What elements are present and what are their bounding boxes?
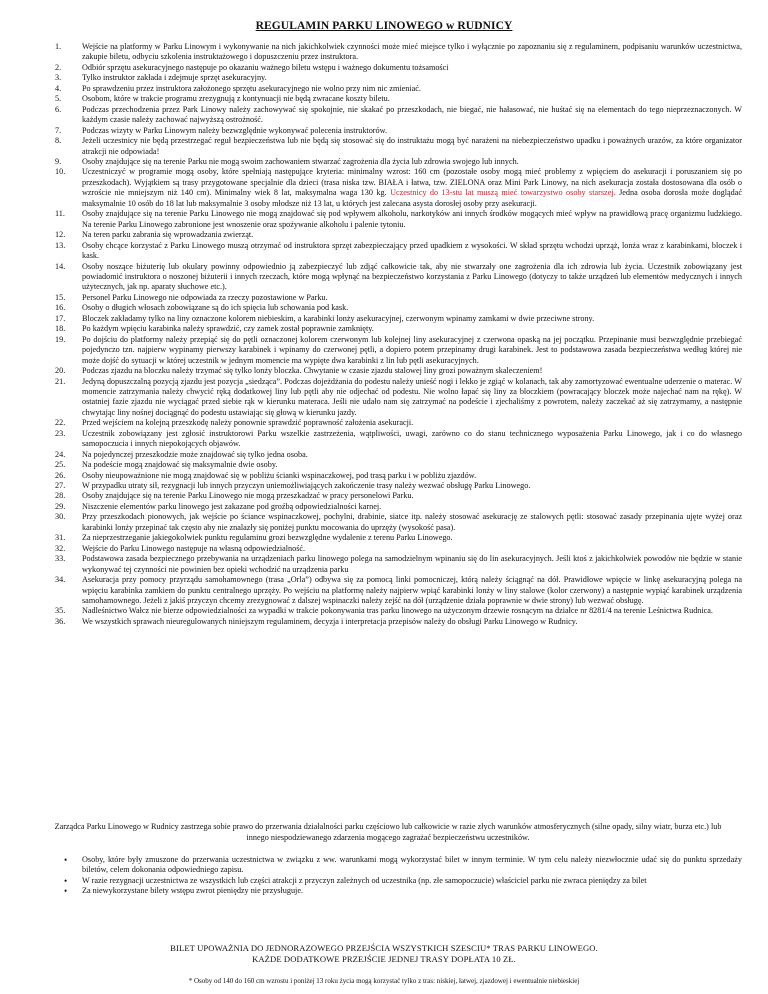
rule-item	[55, 94, 742, 104]
rule-number: 6.	[55, 104, 62, 114]
rule-number: 2.	[55, 62, 62, 72]
bullet-item	[58, 886, 742, 896]
rule-text: We wszystkich sprawach nieuregulowanych niniejszym regulaminem, decyzja i interpretacja przepisów należy do obsługi Parku Linowego w Rudnicy.	[82, 616, 578, 626]
rule-item	[55, 136, 742, 157]
rule-item	[55, 606, 742, 616]
rule-number: 7.	[55, 125, 62, 135]
rule-number: 29.	[55, 501, 66, 511]
ticket-line-1: BILET UPOWAŻNIA DO JEDNORAZOWEGO PRZEJŚCIA WSZYSTKICH SZESCIU* TRAS PARKU LINOWEGO.	[170, 943, 598, 953]
rule-item	[55, 324, 742, 334]
bullet-marker: •	[64, 886, 68, 897]
rule-item	[55, 303, 742, 313]
rule-number: 19.	[55, 334, 66, 344]
rule-text: Uczestnik zobowiązany jest zgłosić instruktorowi Parku wszelkie zastrzeżenia, wątpliwości, uwagi, zarówno co do stanu technicznego wyposażenia Parku Linowego, jak i co do własnego samopoczucia i innych niepokojących objawów.	[82, 428, 742, 449]
rule-number: 3.	[55, 73, 62, 83]
rule-item	[55, 240, 742, 262]
rule-item	[55, 125, 742, 136]
bullet-marker: •	[64, 875, 68, 886]
rule-text: Osoby chcące korzystać z Parku Linowego muszą otrzymać od instruktora sprzęt zabezpieczający przed upadkiem z wysokości. W skład sprzętu wchodzi uprząż, lonża wraz z karabinkami, bloczek i kask.	[82, 240, 742, 261]
bullet-marker: •	[64, 855, 68, 865]
rule-text: Po sprawdzeniu przez instruktora założonego sprzętu asekuracyjnego nie wolno przy nim nic zmieniać.	[82, 83, 421, 93]
rule-number: 20.	[55, 366, 66, 376]
rule-number: 22.	[55, 418, 66, 428]
rule-item	[55, 167, 742, 209]
rule-number: 13.	[55, 240, 66, 250]
rules-list	[55, 42, 742, 627]
rule-item	[55, 292, 742, 303]
rule-text: Personel Parku Linowego nie odpowiada za rzeczy pozostawione w Parku.	[82, 292, 328, 302]
rule-item	[55, 209, 742, 230]
rule-text: Osoby nieupoważnione nie mogą znajdować się w pobliżu ścianki wspinaczkowej, pod trasą parku i w pobliżu zjazdów.	[82, 470, 477, 480]
rule-number: 33.	[55, 554, 66, 564]
rule-text: Na pojedynczej przeszkodzie może znajdować się tylko jedna osoba.	[82, 449, 308, 459]
rule-item	[55, 42, 742, 63]
bullet-item	[58, 855, 742, 876]
rule-text: Uczestniczyć w programie mogą osoby, które spełniają następujące kryteria: minimalny wzrost: 160 cm (pozostałe osoby mogą mieć problemy z wpięciem do asekuracji i poruszaniem się po przeszkodach). Wyjątkiem są trasy przygotowane specjalnie dla dzieci (trasa niska tzw. BIAŁA i łatwa, tzw. ZIELONA oraz Mini Park Linowy, na nich asekuracja została dostosowana dla osób o wzroście nie mniejszym niż 140 cm). Minimalny wiek 8 lat, maksymalna waga 130 kg.	[82, 167, 742, 198]
rule-item	[55, 261, 742, 293]
rule-number: 28.	[55, 491, 66, 501]
rule-text: Tylko instruktor zakłada i zdejmuje sprzęt asekuracyjny.	[82, 73, 267, 83]
rule-number: 23.	[55, 428, 66, 438]
rule-number: 26.	[55, 470, 66, 480]
rule-text: Asekuracja przy pomocy przyrządu samohamownego (trasa „Orla”) odbywa się za pomocą linki pomocniczej, którą należy ściągnąć na dół. Prawidłowe wpięcie w linkę asekuracyjną polega na wpięciu karabinka zamkiem do punktu centralnego uprzęży. Po wejściu na platformę należy najpierw wpiąć karabinki lonży w liny stalowe (kolor czerwony) a następnie wypiąć karabinek urządzenia samohamownego. Jeżeli z jakiś przyczyn chcemy zrezygnować z dalszej wspinaczki należy zejść na dół (urządzenie działa poprawnie w dwie strony) lub wezwać obsługę.	[82, 575, 742, 606]
rule-number: 21.	[55, 376, 66, 386]
rule-text: Na podeście mogą znajdować się maksymalnie dwie osoby.	[82, 460, 278, 470]
rule-number: 25.	[55, 460, 66, 470]
rule-number: 30.	[55, 512, 66, 522]
rule-text: W przypadku utraty sił, rezygnacji lub innych przyczyn uniemożliwiających zakończenie trasy należy wezwać obsługę Parku Linowego.	[82, 481, 531, 491]
rule-number: 4.	[55, 83, 62, 93]
rule-number: 11.	[55, 209, 65, 219]
rule-item	[55, 83, 742, 94]
rule-text: Za nieprzestrzeganie jakiegokolwiek punktu regulaminu grozi bezwzględne wydalenie z terenu Parku Linowego.	[82, 533, 453, 543]
rule-item	[55, 230, 742, 240]
ticket-line-2: KAŻDE DODATKOWE PRZEJŚCIE JEDNEJ TRASY DOPŁATA 10 ZŁ.	[252, 954, 516, 964]
rule-text: Osoby znajdujące się na terenie Parku Linowego nie mogą przeszkadzać w pracy personelowi Parku.	[82, 491, 414, 501]
rule-item	[55, 470, 742, 481]
rule-text: Podczas zjazdu na bloczku należy trzymać się tylko lonży bloczka. Chwytanie w czasie zjazdu stalowej liny grozi poważnym skaleczeniem!	[82, 366, 543, 376]
bullet-list	[58, 855, 742, 897]
rule-highlight: Uczestnicy do 13-stu lat muszą mieć towarzystwo osoby starszej.	[390, 188, 616, 198]
rule-item	[55, 449, 742, 460]
rule-item	[55, 73, 742, 83]
page-title: REGULAMIN PARKU LINOWEGO w RUDNICY	[255, 20, 513, 32]
rule-text: Podstawowa zasada bezpiecznego przebywania na urządzeniach parku linowego polega na samodzielnym wpinaniu się do lin asekuracyjnych. Jeśli ktoś z jakichkolwiek powodów nie będzie w stanie wykonywać tej czynności nie powinien bez opieki wchodzić na urządzenia parku	[82, 554, 742, 574]
rule-number: 16.	[55, 303, 66, 313]
rule-number: 31.	[55, 533, 66, 543]
closing-statement: Zarządca Parku Linowego w Rudnicy zastrzega sobie prawo do przerwania działalności parku częściowo lub całkowicie w razie złych warunków atmosferycznych (silne opady, silny wiatr, burza etc.) lub innego niespodziewanego zdarzenia mogącego zagrażać bezpieczeństwu uczestników.	[54, 822, 722, 842]
bullet-item	[58, 876, 742, 886]
rule-text: Po każdym wpięciu karabinka należy sprawdzić, czy zamek został poprawnie zamknięty.	[82, 324, 374, 334]
rule-item	[55, 460, 742, 470]
rule-item	[55, 366, 742, 376]
rule-number: 34.	[55, 575, 66, 585]
rule-text: Przy przeszkodach pionowych, jak wejście po ściance wspinaczkowej, pochylni, drabinie, siatce itp. należy stosować asekurację ze stalowych pętli: stosować zasady przepinania ujęte wyżej oraz karabinki lonży przepinać tak często aby nie znalazły się poniżej punktu mocowania do uprzęży (wysokość pasa).	[82, 512, 742, 532]
rule-text: Osoby o długich włosach zobowiązane są do ich spięcia lub schowania pod kask.	[82, 303, 349, 313]
rule-number: 14.	[55, 261, 66, 271]
rule-item	[55, 543, 742, 554]
bullet-text: Za niewykorzystane bilety wstępu zwrot pieniędzy nie przysługuje.	[82, 886, 303, 896]
rule-text: Nadleśnictwo Wałcz nie bierze odpowiedzialności za wypadki w trakcie pokonywania tras parku linowego na użyczonym drzewie rosnącym na działce nr 8281/4 na terenie Leśnictwa Rudnica.	[82, 606, 713, 616]
rule-number: 17.	[55, 313, 66, 323]
rule-text-continued: Jedna osoba dorosła może doglądać maksymalnie 10 osób do 18 lat lub maksymalnie 3 osoby młodsze niż 13 lat, u których jest zalecana asysta dorosłej osoby przy asekuracji.	[82, 188, 742, 208]
rule-text: Podczas przechodzenia przez Park Linowy należy zachowywać się spokojnie, nie skakać po przeszkodach, nie biegać, nie hałasować, nie huśtać się na elementach do tego nieprzeznaczonych. W każdym czasie należy zachować najwyższą ostrożność.	[82, 104, 742, 125]
rule-item	[55, 491, 742, 501]
rule-item	[55, 512, 742, 533]
rule-text: Jedyną dopuszczalną pozycją zjazdu jest pozycja „siedząca”. Podczas dojeżdżania do podestu należy unieść nogi i lekko je zgiąć w kolanach, tak aby zamortyzować ewentualne uderzenie o materac. W momencie zatrzymania należy chwycić ręką dodatkowej liny lub pętli aby nie odjechać od podestu. Nie wolno łapać się liny za bloczkiem (powracający bloczek może najechać nam na rękę). W ostatniej fazie zjazdu nie wyciągać przed siebie rąk w kierunku materaca. Jeśli nie udało nam się zatrzymać na podeście i zjechaliśmy z powrotem, należy zaczekać aż się zatrzymamy, a następnie chwytając liny nośnej dociągnąć do podestu ustawiając się głową w kierunku jazdy.	[82, 376, 742, 417]
rule-item	[55, 428, 742, 450]
rule-item	[55, 554, 742, 575]
rule-text: Podczas wizyty w Parku Linowym należy bezwzględnie wykonywać polecenia instruktorów.	[82, 125, 388, 135]
rule-number: 1.	[55, 42, 62, 51]
rule-number: 8.	[55, 136, 62, 146]
rule-number: 18.	[55, 324, 66, 334]
rule-number: 24.	[55, 449, 66, 459]
rule-number: 15.	[55, 292, 66, 302]
rule-text: Osoby znajdujące się na terenie Parku nie mogą swoim zachowaniem stwarzać zagrożenia dla życia lub zdrowia swojego lub innych.	[82, 156, 519, 166]
rule-item	[55, 104, 742, 126]
rule-number: 10.	[55, 167, 66, 177]
rule-text: Odbiór sprzętu asekuracyjnego następuje po okazaniu ważnego biletu wstępu i ważnego dokumentu tożsamości	[82, 62, 449, 72]
rule-item	[55, 575, 742, 606]
rule-text: Jeżeli uczestnicy nie będą przestrzegać reguł bezpieczeństwa lub nie będą się stosować się do instruktażu mogą być narażeni na niebezpieczeństwo upadku i poważnych urazów, za które organizator atrakcji nie odpowiada!	[82, 136, 742, 156]
rule-text: Na teren parku zabrania się wprowadzania zwierząt.	[82, 230, 254, 240]
rule-number: 12.	[55, 230, 66, 240]
rule-text: Niszczenie elementów parku linowego jest zakazane pod groźbą odpowiedzialności karnej.	[82, 501, 382, 511]
rule-item	[55, 313, 742, 324]
rule-text: Wejście do Parku Linowego następuje na własną odpowiedzialność.	[82, 543, 306, 553]
rule-text: Przed wejściem na kolejną przeszkodę należy ponownie sprawdzić poprawność założenia asekuracji.	[82, 418, 414, 428]
rule-number: 9.	[55, 156, 62, 166]
rule-number: 36.	[55, 616, 66, 626]
ticket-notice	[0, 943, 768, 965]
rule-number: 27.	[55, 481, 66, 491]
rule-item	[55, 418, 742, 428]
footnote: * Osoby od 140 do 160 cm wzrostu i poniżej 13 roku życia mogą korzystać tylko z tras: niskiej, łatwej, zjazdowej i ewentualnie niebieskiej	[188, 977, 580, 985]
bullet-text: Osoby, które były zmuszone do przerwania uczestnictwa w związku z ww. warunkami mogą wykorzystać bilet w innym terminie. W tym celu należy niezwłocznie udać się do punktu sprzedaży biletów, celem dokonania odpowiedniego zapisu.	[82, 855, 742, 875]
rule-text: Po dojściu do platformy należy przepiąć się do pętli oznaczonej kolorem czerwonym lub kolejnej liny asekuracyjnej z czerwona opaską na jej początku. Przepinanie musi bezwzględnie przebiegać pojedynczo tzn. najpierw wypinamy pierwszy karabinek i wpinamy do czerwonej pętli, a dopiero potem przepinamy drugi karabinek. Jest to podstawowa zasada bezpieczeństwa według której nie może dojść do sytuacji w której uczestnik w jednym momencie ma wypięte dwa karabinki z lin lub pętli asekuracyjnych.	[82, 334, 742, 365]
rule-text: Osoby noszące biżuterię lub okulary powinny odpowiednio ją zabezpieczyć lub zdjąć całkowicie tak, aby nie stwarzały one zagrożenia dla ich zdrowia lub życia. Uczestnik zobowiązany jest powiadomić instruktora o noszonej biżuterii i innych rzeczach, które mogą wpłynąć na bezpieczeństwo korzystania z Parku Linowego (dotyczy to także urządzeń lub elementów medycznych i innych użytecznych, jak np. aparaty słuchowe etc.).	[82, 261, 742, 292]
rule-number: 32.	[55, 543, 66, 553]
rule-number: 35.	[55, 606, 66, 616]
rule-item	[55, 501, 742, 512]
bullet-text: W razie rezygnacji uczestnictwa ze wszystkich lub części atrakcji z przyczyn zależnych od uczestnika (np. złe samopoczucie) właściciel parku nie zwraca pieniędzy za bilet	[82, 875, 647, 885]
rule-item	[55, 334, 742, 366]
rule-item	[55, 616, 742, 627]
rule-item	[55, 533, 742, 543]
rule-text: Osobom, które w trakcie programu zrezygnują z kontynuacji nie będą zwracane koszty biletu.	[82, 94, 390, 104]
rule-item	[55, 376, 742, 419]
rule-text: Bloczek zakładamy tylko na liny oznaczone kolorem niebieskim, a karabinki lonży asekuracyjnej, czerwonym wpinamy zamkami w dwie przeciwne strony.	[82, 313, 595, 323]
rule-number: 5.	[55, 94, 62, 104]
rule-item	[55, 156, 742, 167]
rule-item	[55, 62, 742, 73]
rule-item	[55, 481, 742, 491]
rule-text: Osoby znajdujące się na terenie Parku Linowego nie mogą znajdować się pod wpływem alkoholu, narkotyków ani innych środków mogących mieć wpływ na prawidłową pracę organizmu ludzkiego. Na terenie Parku Linowego zabronione jest wnoszenie oraz spożywanie alkoholu i palenie tytoniu.	[82, 209, 742, 229]
rule-text: Wejście na platformy w Parku Linowym i wykonywanie na nich jakichkolwiek czynności może mieć miejsce tylko i wyłącznie po zapoznaniu się z regulaminem, podpisaniu warunków uczestnictwa, zakupie biletu, odbyciu szkolenia instruktażowego i dopuszczeniu przez instruktora.	[82, 42, 742, 62]
